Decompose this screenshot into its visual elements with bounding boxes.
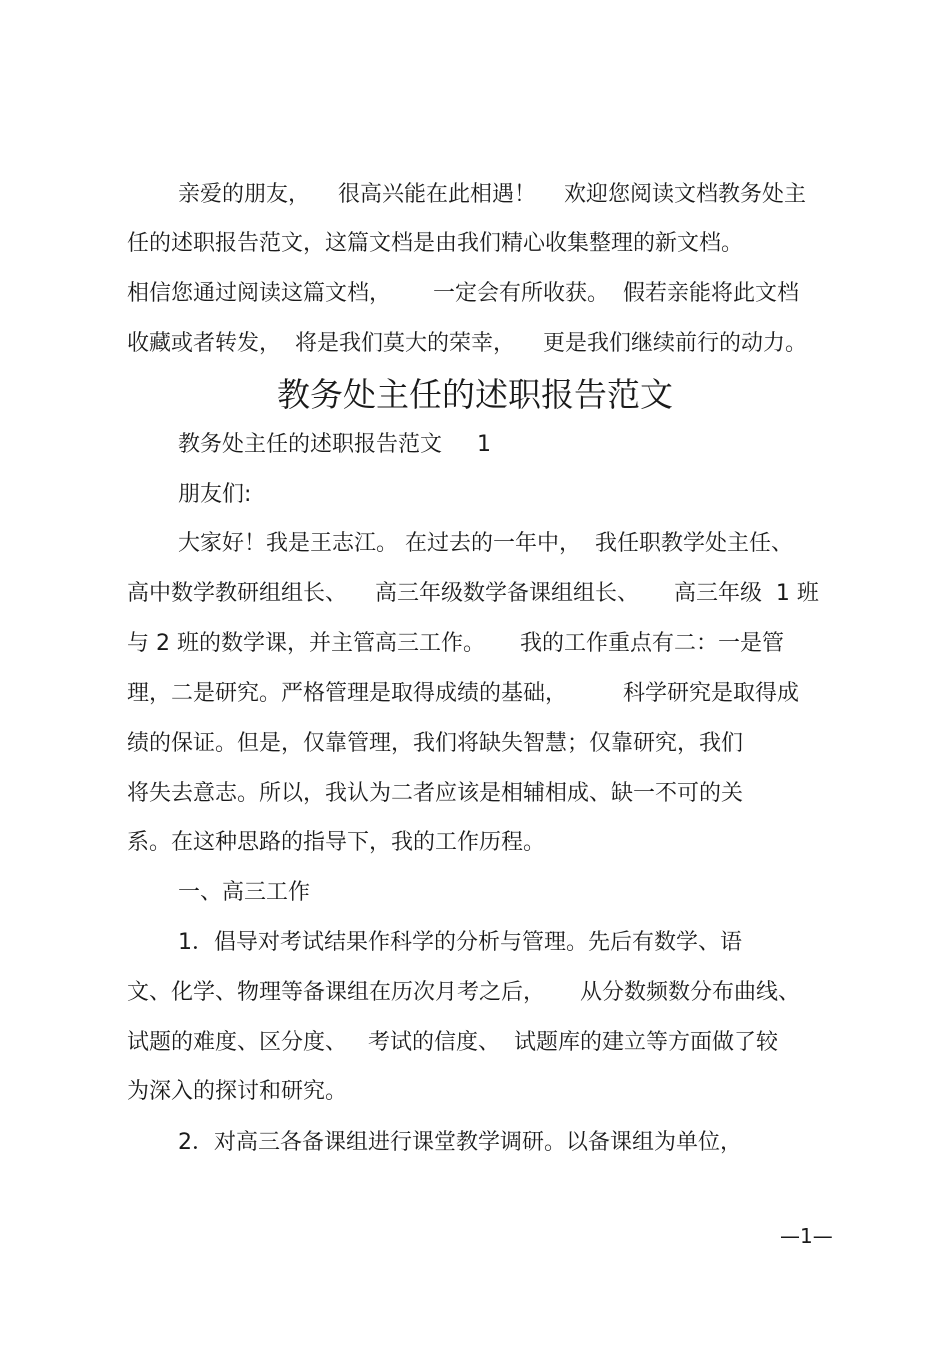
document-title: 教务处主任的述职报告范文: [277, 375, 673, 414]
intro-line: 任的述职报告范文，这篇文档是由我们精心收集整理的新文档。: [127, 231, 744, 256]
paragraph-line: 大家好！我是王志江。 在过去的一年中， 我任职教学处主任、: [178, 531, 793, 556]
paragraph-line: 绩的保证。但是，仅靠管理，我们将缺失智慧；仅靠研究，我们: [127, 731, 744, 756]
paragraph-line: 为深入的探讨和研究。: [127, 1079, 348, 1104]
intro-line: 亲爱的朋友， 很高兴能在此相遇！ 欢迎您阅读文档教务处主: [178, 182, 806, 207]
paragraph-line: 试题的难度、区分度、 考试的信度、 试题库的建立等方面做了较: [127, 1030, 778, 1055]
paragraph-line: 2．对高三各备课组进行课堂教学调研。以备课组为单位，: [178, 1130, 742, 1155]
paragraph-line: 系。在这种思路的指导下，我的工作历程。: [127, 830, 546, 855]
section-heading: 一、高三工作: [178, 880, 311, 905]
paragraph-line: 1．倡导对考试结果作科学的分析与管理。先后有数学、语: [178, 930, 742, 955]
intro-line: 收藏或者转发， 将是我们莫大的荣幸， 更是我们继续前行的动力。: [127, 331, 807, 356]
page-number: —1—: [780, 1224, 833, 1248]
intro-line: 相信您通过阅读这篇文档， 一定会有所收获。 假若亲能将此文档: [127, 281, 799, 306]
paragraph-line: 高中数学教研组组长、 高三年级数学备课组组长、 高三年级 1 班: [127, 581, 819, 606]
paragraph-line: 理，二是研究。严格管理是取得成绩的基础， 科学研究是取得成: [127, 681, 799, 706]
paragraph-line: 与 2 班的数学课，并主管高三工作。 我的工作重点有二：一是管: [127, 631, 784, 656]
salutation: 朋友们:: [178, 482, 252, 507]
paragraph-line: 将失去意志。所以，我认为二者应该是相辅相成、缺一不可的关: [127, 781, 744, 806]
subtitle: 教务处主任的述职报告范文 1: [178, 432, 491, 457]
paragraph-line: 文、化学、物理等备课组在历次月考之后， 从分数频数分布曲线、: [127, 980, 800, 1005]
